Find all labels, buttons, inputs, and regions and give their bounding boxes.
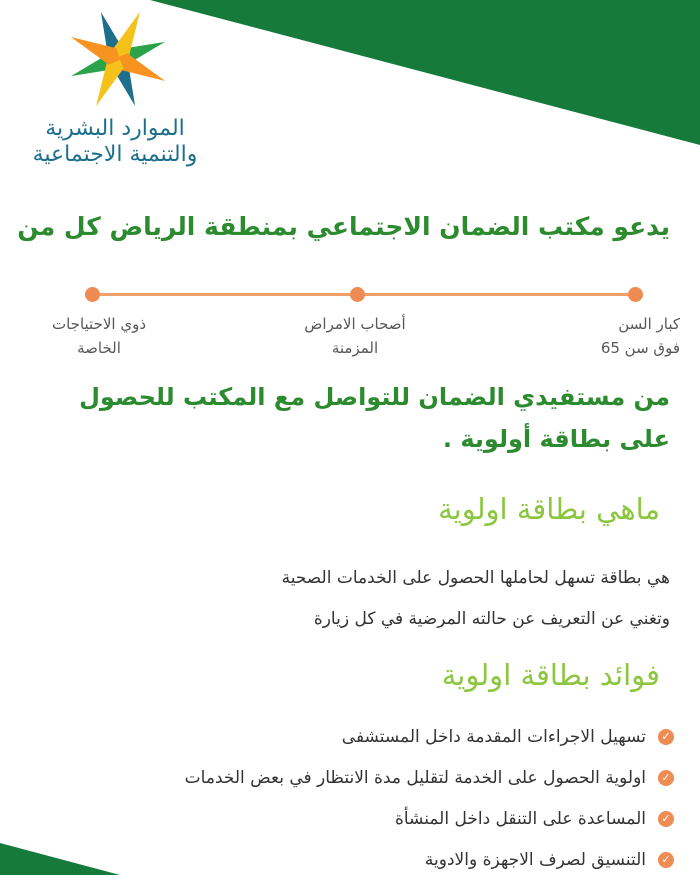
brand-line2: والتنمية الاجتماعية xyxy=(32,142,198,167)
benefits-title: فوائد بطاقة اولوية xyxy=(441,658,660,692)
benefit-text: اولوية الحصول على الخدمة لتقليل مدة الانتظار في بعض الخدمات xyxy=(184,767,646,788)
headline: يدعو مكتب الضمان الاجتماعي بمنطقة الرياض كل من xyxy=(17,212,670,241)
benefit-text: التنسيق لصرف الاجهزة والادوية xyxy=(424,849,646,870)
benefit-text: تسهيل الاجراءات المقدمة داخل المستشفى xyxy=(341,726,646,747)
timeline-label-chronic xyxy=(290,312,420,360)
ministry-logo xyxy=(10,4,220,169)
benefit-item xyxy=(34,798,674,839)
invite-text: من مستفيدي الضمان للتواصل مع المكتب للحصول على بطاقة أولوية . xyxy=(79,383,670,453)
timeline-label-line: كبار السن xyxy=(618,315,680,333)
what-is-description xyxy=(30,558,670,640)
benefit-item xyxy=(34,716,674,757)
check-icon: ✓ xyxy=(658,811,674,827)
benefit-text: المساعدة على التنقل داخل المنشأة xyxy=(394,808,646,829)
check-icon: ✓ xyxy=(658,729,674,745)
benefit-item xyxy=(34,757,674,798)
what-is-title: ماهي بطاقة اولوية xyxy=(438,492,660,526)
timeline-label-line: المزمنة xyxy=(331,339,379,357)
check-icon: ✓ xyxy=(658,852,674,868)
check-icon: ✓ xyxy=(658,770,674,786)
timeline-label-special-needs xyxy=(34,312,164,360)
corner-decoration xyxy=(0,825,120,875)
brand-line1: الموارد البشرية xyxy=(45,116,185,141)
timeline-dot xyxy=(350,287,365,302)
logo-emblem-icon xyxy=(58,4,178,114)
timeline-dot xyxy=(85,287,100,302)
benefit-item xyxy=(34,839,674,880)
timeline-label-line: فوق سن 65 xyxy=(600,339,680,357)
timeline-label-line: أصحاب الامراض xyxy=(304,315,406,333)
timeline xyxy=(92,284,636,304)
timeline-label-line: ذوي الاحتياجات xyxy=(51,315,146,333)
description-line: وتغني عن التعريف عن حالته المرضية في كل زيارة xyxy=(313,609,670,629)
timeline-label-elderly xyxy=(570,312,680,360)
benefits-list xyxy=(34,716,674,880)
description-line: هي بطاقة تسهل لحاملها الحصول على الخدمات الصحية xyxy=(281,568,670,588)
timeline-dot xyxy=(628,287,643,302)
timeline-label-line: الخاصة xyxy=(77,339,121,357)
